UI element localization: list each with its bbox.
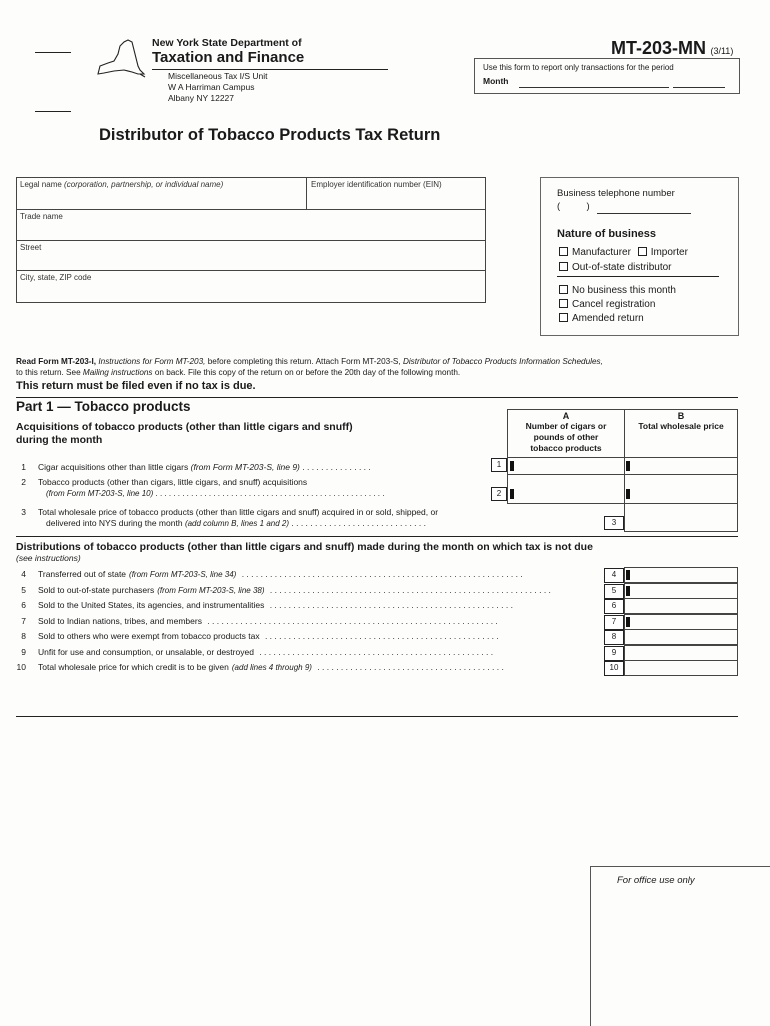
line-7-text xyxy=(38,616,600,626)
instr-schedules-title: Distributor of Tobacco Products Information Schedules, xyxy=(402,357,603,366)
month-field[interactable] xyxy=(519,77,669,88)
line-8-text xyxy=(38,631,600,641)
legal-name-label: Legal name xyxy=(20,180,62,189)
line-5-hint: (from Form MT-203-S, line 38) xyxy=(157,586,265,595)
line-7-box-label: 7 xyxy=(604,615,624,630)
line-2-number: 2 xyxy=(21,477,26,487)
col-b-header xyxy=(624,409,738,457)
street-label: Street xyxy=(20,243,42,252)
line-4-leader: . . . . . . . . . . . . . . . . . . . . . . . . . . . . . . . . . . . . . . . . . . . . . . . . . . . . . . . . . . . . xyxy=(239,569,523,579)
amended-return-label: Amended return xyxy=(572,313,644,324)
line-1-label: Cigar acquisitions other than little cigars xyxy=(38,462,189,472)
line-5-number: 5 xyxy=(21,585,26,595)
dept-name: New York State Department of xyxy=(152,37,302,49)
city-label: City, state, ZIP code xyxy=(20,273,92,282)
header-rule xyxy=(152,69,388,70)
col-a-text-2: pounds of other xyxy=(533,432,599,442)
side-divider xyxy=(557,276,719,277)
form-revision: (3/11) xyxy=(710,46,734,56)
line-3-text: Total wholesale price of tobacco products (other than little cigars and snuff) acquired in or sold, shipped, or xyxy=(38,507,439,517)
line-3-hint: (add column B, lines 1 and 2) xyxy=(184,519,289,528)
line-3-number: 3 xyxy=(21,507,26,517)
line-3-leader: . . . . . . . . . . . . . . . . . . . . . . . . . . . . . xyxy=(291,518,426,528)
line-6-text xyxy=(38,600,600,610)
line-10-col-b[interactable] xyxy=(624,660,738,676)
instructions-line-2 xyxy=(16,368,460,377)
must-file-notice: This return must be filed even if no tax is due. xyxy=(16,380,256,392)
col-a-header xyxy=(507,409,625,457)
phone-label: Business telephone number xyxy=(557,188,675,199)
line-2-text: Tobacco products (other than cigars, little cigars, and snuff) acquisitions xyxy=(38,477,308,487)
line-1-leader: . . . . . . . . . . . . . . . xyxy=(302,462,371,472)
line-1-col-b-marker xyxy=(626,461,630,471)
part1-bottom-rule xyxy=(16,716,738,717)
line-1-col-a[interactable] xyxy=(507,457,625,475)
nature-row-1 xyxy=(559,247,688,258)
line-2-col-a[interactable] xyxy=(507,474,625,504)
unit-line-1: Miscellaneous Tax I/S Unit xyxy=(168,71,268,81)
line-9-leader: . . . . . . . . . . . . . . . . . . . . . . . . . . . . . . . . . . . . . . . . . . . . . . . . . . xyxy=(256,647,494,657)
line-8-col-b[interactable] xyxy=(624,629,738,645)
legal-name-hint: (corporation, partnership, or individual name) xyxy=(64,180,224,189)
manufacturer-label: Manufacturer xyxy=(572,247,631,258)
legal-name-label-row xyxy=(20,180,223,189)
line-1-number: 1 xyxy=(21,462,26,472)
cancel-registration-label: Cancel registration xyxy=(572,299,656,310)
line-4-label: Transferred out of state xyxy=(38,569,127,579)
instr-intro: Read Form MT-203-I, xyxy=(16,357,97,366)
line-2-col-b[interactable] xyxy=(624,474,738,504)
line-2-leader: . . . . . . . . . . . . . . . . . . . . . . . . . . . . . . . . . . . . . . . . . . . . . . . . . . . . xyxy=(155,489,385,498)
instr-mailing: Mailing instructions xyxy=(82,368,153,377)
line-4-number: 4 xyxy=(21,569,26,579)
part1-top-rule xyxy=(16,397,738,398)
line-3-text-2: delivered into NYS during the month xyxy=(46,518,183,528)
acq-heading-1: Acquisitions of tobacco products (other than little cigars and snuff) xyxy=(16,421,353,433)
trade-name-field[interactable] xyxy=(17,210,485,241)
line-3-text-row-2 xyxy=(46,518,426,528)
out-of-state-checkbox[interactable] xyxy=(559,262,568,271)
col-a-text-3: tobacco products xyxy=(530,443,602,453)
line-2-hint: (from Form MT-203-S, line 10) xyxy=(46,489,154,498)
line-10-box-label: 10 xyxy=(604,661,624,676)
line-10-text xyxy=(38,662,600,672)
line-4-box-label: 4 xyxy=(604,568,624,583)
line-7-col-b-marker xyxy=(626,617,630,627)
phone-paren: ( ) xyxy=(557,201,590,212)
instr-text-3: on back. File this copy of the return on or before the 20th day of the following month. xyxy=(154,368,461,377)
dist-top-rule xyxy=(16,536,738,537)
line-4-col-b-marker xyxy=(626,570,630,580)
line-1-hint: (from Form MT-203-S, line 9) xyxy=(190,462,300,472)
line-9-text xyxy=(38,647,600,657)
no-business-checkbox[interactable] xyxy=(559,285,568,294)
month-label: Month xyxy=(483,76,509,86)
cancel-registration-checkbox[interactable] xyxy=(559,299,568,308)
line-6-leader: . . . . . . . . . . . . . . . . . . . . . . . . . . . . . . . . . . . . . . . . . . . . . . . . . . . . xyxy=(267,600,513,610)
line-2-col-b-marker xyxy=(626,489,630,499)
dist-hint: (see instructions) xyxy=(16,553,81,563)
line-6-box-label: 6 xyxy=(604,599,624,614)
line-6-col-b[interactable] xyxy=(624,598,738,614)
line-4-col-b[interactable] xyxy=(624,567,738,583)
acq-heading-2: during the month xyxy=(16,434,103,446)
line-1-col-a-marker xyxy=(510,461,514,471)
status-row-3 xyxy=(559,313,644,324)
year-field[interactable] xyxy=(673,77,725,88)
line-6-number: 6 xyxy=(21,600,26,610)
col-a-text-1: Number of cigars or xyxy=(525,421,607,431)
importer-label: Importer xyxy=(650,247,688,258)
agency-name: Taxation and Finance xyxy=(152,49,305,66)
line-7-leader: . . . . . . . . . . . . . . . . . . . . . . . . . . . . . . . . . . . . . . . . . . . . . . . . . . . . . . . . . . . . . . xyxy=(204,616,498,626)
line-9-number: 9 xyxy=(21,647,26,657)
line-1-text xyxy=(38,462,371,472)
unit-line-3: Albany NY 12227 xyxy=(168,93,235,103)
line-1-box-label: 1 xyxy=(491,458,507,472)
line-4-text xyxy=(38,569,600,579)
period-box xyxy=(474,58,740,94)
taxpayer-info-box xyxy=(16,177,486,303)
margin-mark-middle xyxy=(35,111,71,112)
business-info-box xyxy=(540,177,739,336)
legal-name-field[interactable] xyxy=(17,178,307,210)
form-number: MT-203-MN xyxy=(611,38,707,58)
unit-line-2: W A Harriman Campus xyxy=(168,82,255,92)
line-5-leader: . . . . . . . . . . . . . . . . . . . . . . . . . . . . . . . . . . . . . . . . . . . . . . . . . . . . . . . . . . . . xyxy=(267,585,551,595)
ein-label: Employer identification number (EIN) xyxy=(311,180,442,189)
line-3-col-b[interactable] xyxy=(624,503,738,532)
manufacturer-checkbox[interactable] xyxy=(559,247,568,256)
ny-state-map-logo xyxy=(94,36,146,82)
instructions-line-1 xyxy=(16,357,603,366)
status-row-1 xyxy=(559,285,676,296)
line-7-label: Sold to Indian nations, tribes, and members xyxy=(38,616,202,626)
no-business-label: No business this month xyxy=(572,285,676,296)
line-6-label: Sold to the United States, its agencies, and instrumentalities xyxy=(38,600,265,610)
line-10-number: 10 xyxy=(16,662,26,672)
line-8-label: Sold to others who were exempt from tobacco products tax xyxy=(38,631,260,641)
nature-row-2 xyxy=(559,262,671,273)
line-10-hint: (add lines 4 through 9) xyxy=(231,663,312,672)
line-9-box-label: 9 xyxy=(604,646,624,661)
status-row-2 xyxy=(559,299,655,310)
line-10-leader: . . . . . . . . . . . . . . . . . . . . . . . . . . . . . . . . . . . . . . . . xyxy=(314,662,504,672)
part1-heading: Part 1 — Tobacco products xyxy=(16,399,191,414)
margin-mark-top xyxy=(35,52,71,53)
dist-heading: Distributions of tobacco products (other than little cigars and snuff) made during the month on which tax is not due xyxy=(16,541,593,553)
importer-checkbox[interactable] xyxy=(638,247,647,256)
form-title: Distributor of Tobacco Products Tax Return xyxy=(99,126,441,144)
line-10-label: Total wholesale price for which credit is to be given xyxy=(38,662,229,672)
line-1-col-b[interactable] xyxy=(624,457,738,475)
office-use-label: For office use only xyxy=(617,875,695,886)
line-5-col-b-marker xyxy=(626,586,630,596)
instr-text-2: to this return. See xyxy=(16,368,81,377)
line-7-number: 7 xyxy=(21,616,26,626)
line-3-box-label: 3 xyxy=(604,516,624,530)
col-a-letter: A xyxy=(562,411,570,421)
line-9-col-b[interactable] xyxy=(624,645,738,661)
form-id xyxy=(611,38,733,59)
line-8-box-label: 8 xyxy=(604,630,624,645)
line-2-col-a-marker xyxy=(510,489,514,499)
ein-field[interactable] xyxy=(307,178,485,210)
line-8-leader: . . . . . . . . . . . . . . . . . . . . . . . . . . . . . . . . . . . . . . . . . . . . . . . . . . xyxy=(262,631,499,641)
line-7-col-b[interactable] xyxy=(624,614,738,630)
line-5-text xyxy=(38,585,600,595)
city-field[interactable] xyxy=(17,271,485,302)
line-9-label: Unfit for use and consumption, or unsalable, or destroyed xyxy=(38,647,254,657)
line-2-hint-row xyxy=(46,489,384,498)
office-use-box xyxy=(590,866,770,1026)
trade-name-label: Trade name xyxy=(20,212,63,221)
line-5-label: Sold to out-of-state purchasers xyxy=(38,585,155,595)
instr-form-title: Instructions for Form MT-203, xyxy=(98,357,206,366)
amended-return-checkbox[interactable] xyxy=(559,313,568,322)
line-5-col-b[interactable] xyxy=(624,583,738,599)
line-5-box-label: 5 xyxy=(604,584,624,599)
phone-field[interactable] xyxy=(597,204,691,214)
line-2-box-label: 2 xyxy=(491,487,507,501)
period-note: Use this form to report only transactions for the period xyxy=(483,63,674,72)
out-of-state-label: Out-of-state distributor xyxy=(572,262,672,273)
col-b-letter: B xyxy=(677,411,685,421)
instr-text-1: before completing this return. Attach Form MT-203-S, xyxy=(207,357,401,366)
line-4-hint: (from Form MT-203-S, line 34) xyxy=(129,570,237,579)
street-field[interactable] xyxy=(17,241,485,271)
nature-label: Nature of business xyxy=(557,228,657,240)
line-8-number: 8 xyxy=(21,631,26,641)
col-b-text: Total wholesale price xyxy=(638,421,724,431)
